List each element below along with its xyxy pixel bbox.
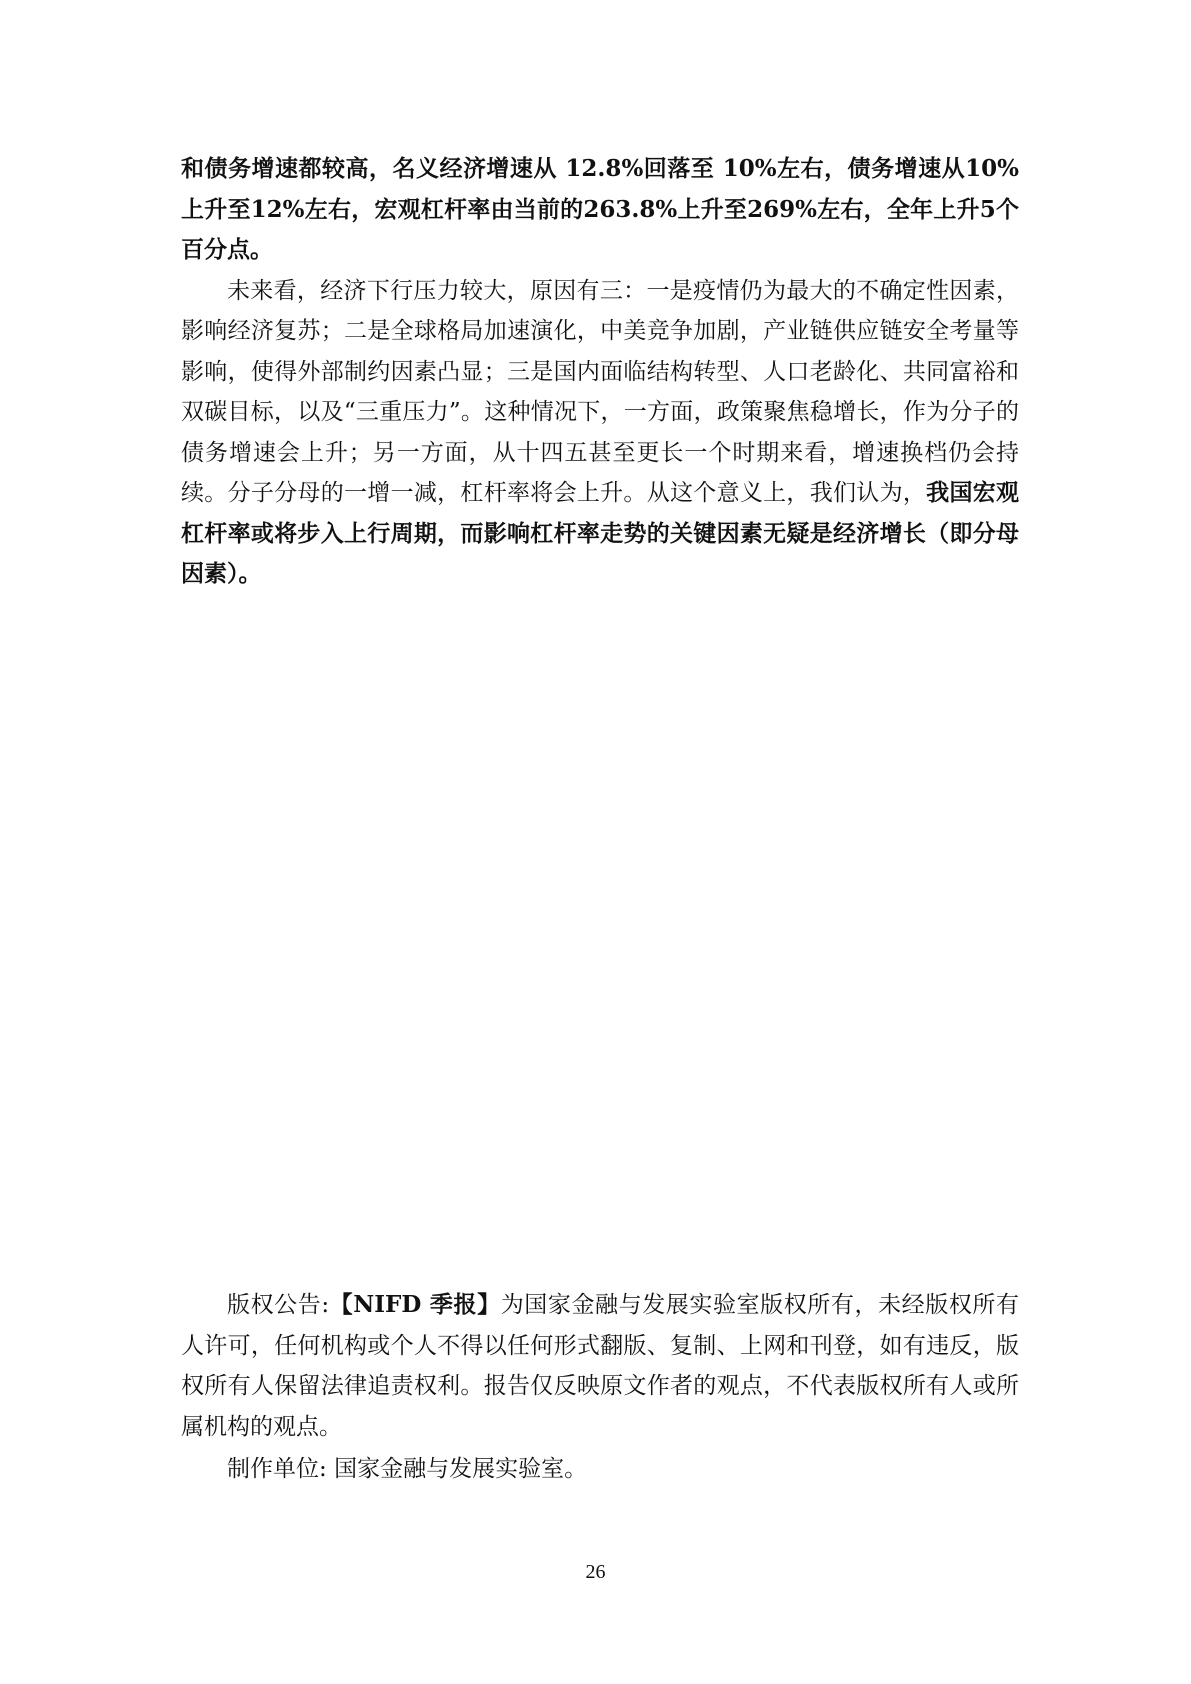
bold-figure: 269% bbox=[747, 195, 818, 223]
bold-figure: 10% bbox=[722, 155, 777, 182]
text-segment: 上升至 bbox=[181, 195, 251, 223]
page-number: 26 bbox=[585, 1561, 606, 1583]
producer-value: 国家金融与发展实验室。 bbox=[334, 1456, 588, 1482]
bold-conclusion: 我国宏观杠杆率或将步入上行周期，而影响杠杆率走势的关键因素无疑是经济增长（即分母因素）。 bbox=[181, 479, 1020, 587]
copyright-text: 为国家金融与发展实验室版权所有，未经版权所有人许可，任何机构或个人不得以任何形式翻版、复制、上网和刊登，如有违反，版权所有人保留法律追责权利。报告仅反映原文作者的观点，不代表版权所有人或所属机构的观点。 bbox=[181, 1292, 1019, 1440]
copyright-brand: 【NIFD 季报】 bbox=[329, 1291, 501, 1318]
bold-figure: 12.8% bbox=[565, 155, 644, 182]
copyright-notice bbox=[181, 1285, 1019, 1447]
text-segment: 和债务增速都较高，名义经济增速从 bbox=[181, 155, 566, 182]
bold-figure: 5 bbox=[979, 195, 996, 223]
text-segment: 上升至 bbox=[677, 195, 748, 223]
body-text bbox=[181, 149, 1019, 595]
paragraph-outlook bbox=[181, 271, 1019, 595]
text-segment: 左右，债务增速从 bbox=[776, 155, 966, 182]
producer-label: 制作单位: bbox=[227, 1456, 327, 1482]
bold-figure: 263.8% bbox=[583, 195, 678, 223]
text-segment: 个百分点。 bbox=[181, 195, 1019, 263]
bold-figure: 10% bbox=[965, 155, 1019, 182]
text-segment: 回落至 bbox=[643, 155, 723, 182]
paragraph-leverage-forecast bbox=[181, 149, 1019, 271]
copyright-section bbox=[181, 1285, 1019, 1490]
producer-line bbox=[181, 1449, 1019, 1490]
copyright-label: 版权公告: bbox=[227, 1292, 330, 1318]
bold-figure: 12% bbox=[250, 195, 305, 223]
text-segment: 左右，宏观杠杆率由当前的 bbox=[304, 195, 584, 223]
text-segment: 左右，全年上升 bbox=[817, 195, 980, 223]
text-segment: 未来看，经济下行压力较大，原因有三：一是疫情仍为最大的不确定性因素，影响经济复苏；二是全球格局加速演化，中美竞争加剧，产业链供应链安全考量等影响，使得外部制约因素凸显；三是国内面临结构转型、人口老龄化、共同富裕和双碳目标，以及“三重压力”。这种情况下，一方面，政策聚焦稳增长，作为分子的债务增速会上升；另一方面，从十四五甚至更长一个时期来看，增速换档仍会持续。分子分母的一增一减，杠杆率将会上升。从这个意义上，我们认为， bbox=[181, 277, 1019, 506]
